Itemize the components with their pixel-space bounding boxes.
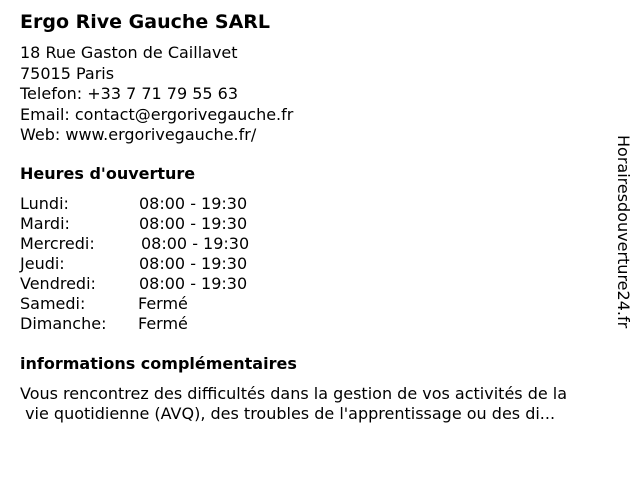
- opening-hours-heading: Heures d'ouverture: [20, 164, 196, 183]
- day-hours: Fermé: [138, 314, 188, 333]
- day-label: Lundi:: [20, 194, 69, 213]
- city-postal: 75015 Paris: [20, 63, 115, 83]
- day-label: Mardi:: [20, 214, 70, 233]
- hours-row-tuesday: [20, 214, 249, 234]
- info-text-line-2: vie quotidienne (AVQ), des troubles de l'apprentissage ou des di...: [20, 404, 556, 423]
- day-label: Dimanche:: [20, 314, 107, 333]
- business-name: Ergo Rive Gauche SARL: [20, 11, 271, 33]
- website: Web: www.ergorivegauche.fr/: [20, 125, 257, 144]
- email-address: Email: contact@ergorivegauche.fr: [20, 104, 294, 124]
- hours-row-friday: [20, 274, 249, 294]
- day-label: Mercredi:: [20, 234, 95, 253]
- day-hours: 08:00 - 19:30: [139, 274, 248, 293]
- phone-number: Telefon: +33 7 71 79 55 63: [20, 84, 239, 103]
- hours-row-wednesday: [20, 234, 249, 254]
- hours-row-saturday: [20, 294, 249, 314]
- day-hours: 08:00 - 19:30: [139, 214, 248, 233]
- hours-row-thursday: [20, 254, 249, 274]
- info-text-line-1: Vous rencontrez des difficultés dans la gestion de vos activités de la: [20, 384, 568, 403]
- site-watermark: [611, 135, 635, 345]
- street-address: 18 Rue Gaston de Caillavet: [20, 43, 238, 62]
- day-hours: Fermé: [138, 294, 188, 313]
- day-hours: 08:00 - 19:30: [141, 234, 250, 253]
- watermark-text: Horairesdouverture24.fr: [614, 135, 633, 329]
- address-block: [20, 43, 293, 146]
- day-label: Jeudi:: [20, 254, 65, 273]
- hours-row-sunday: [20, 314, 249, 334]
- opening-hours-table: [20, 194, 249, 334]
- additional-info-text: [20, 384, 620, 424]
- day-label: Vendredi:: [20, 274, 96, 293]
- hours-row-monday: [20, 194, 249, 214]
- day-label: Samedi:: [20, 294, 86, 313]
- additional-info-heading: informations complémentaires: [20, 354, 297, 373]
- day-hours: 08:00 - 19:30: [139, 254, 248, 273]
- day-hours: 08:00 - 19:30: [139, 194, 248, 213]
